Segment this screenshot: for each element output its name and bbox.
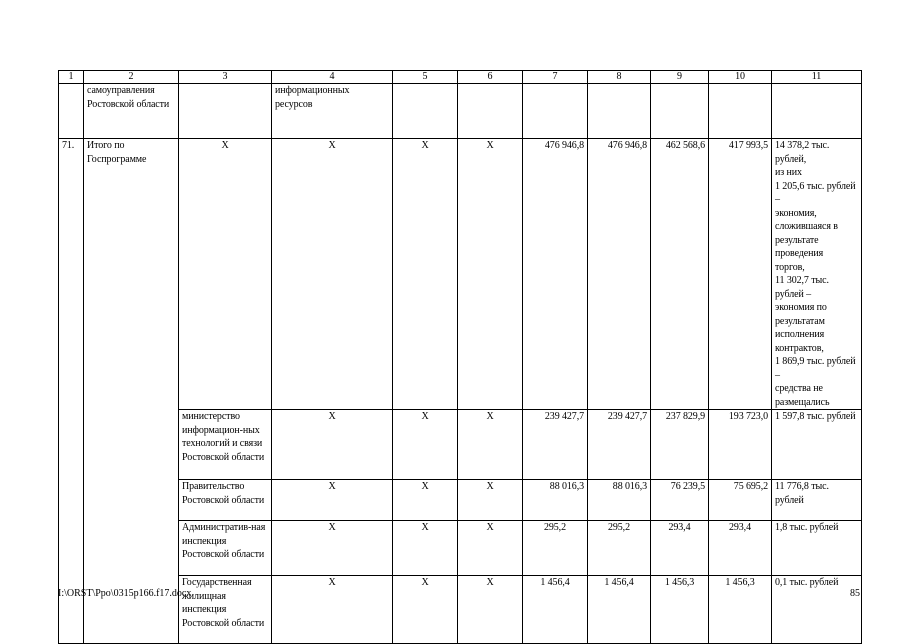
executor-cell: Административ-ная инспекция Ростовской области [179,521,272,576]
table-row [59,480,862,521]
cell-contracted: 76 239,5 [651,480,709,521]
total-name: Итого по Госпрограмме [84,139,179,644]
total-note-line: результатам [775,315,825,327]
column-number: 6 [458,71,523,84]
total-note-line: 14 378,2 тыс. рублей, [775,140,830,165]
cell-actual: 75 695,2 [709,480,772,521]
continued-executor-cell: самоуправления Ростовской области [84,84,179,139]
cell-budget: 239 427,7 [588,410,651,480]
column-number: 11 [772,71,862,84]
column-number-row [59,71,862,84]
cell-contracted: 293,4 [651,521,709,576]
cell-c5: Х [393,480,458,521]
total-note-line: средства не [775,383,823,394]
total-note-line: экономия по [775,302,827,313]
cell-actual: 293,4 [709,521,772,576]
cell-plan: 239 427,7 [523,410,588,480]
cell-budget: 88 016,3 [588,480,651,521]
total-note-line: проведения [775,248,824,259]
column-number: 8 [588,71,651,84]
cell-c4: Х [272,521,393,576]
cell-c5: Х [393,410,458,480]
total-note-line: торгов, [775,261,805,273]
column-number: 5 [393,71,458,84]
total-c3: Х [179,139,272,410]
cell-contracted: 237 829,9 [651,410,709,480]
total-c4: Х [272,139,393,410]
total-note-line: исполнения [775,329,825,340]
total-note-line: сложившаяся в [775,221,838,232]
total-note-line: контрактов, [775,342,824,354]
cell-c6: Х [458,410,523,480]
cell-contracted: 1 456,3 [651,576,709,644]
column-number: 7 [523,71,588,84]
cell-note: 11 776,8 тыс. рублей [772,480,862,521]
cell-plan: 88 016,3 [523,480,588,521]
cell-note: 1 597,8 тыс. рублей [772,410,862,480]
program-table [58,70,862,644]
file-path: I:\ORST\Ppo\0315p166.f17.docx [58,588,192,599]
column-number: 3 [179,71,272,84]
table-row [59,410,862,480]
column-number: 1 [59,71,84,84]
total-c5: Х [393,139,458,410]
total-note [772,139,862,410]
executor-cell: Государственная жилищная инспекция Ростовской области [179,576,272,644]
column-number: 9 [651,71,709,84]
total-note-line: 1 869,9 тыс. рублей – [775,356,856,381]
total-actual: 417 993,5 [709,139,772,410]
cell-plan: 295,2 [523,521,588,576]
total-plan: 476 946,8 [523,139,588,410]
column-number: 4 [272,71,393,84]
total-contracted: 462 568,6 [651,139,709,410]
cell-c4: Х [272,480,393,521]
column-number: 10 [709,71,772,84]
total-note-line: рублей – [775,288,812,300]
cell-note: 0,1 тыс. рублей [772,576,862,644]
continued-event-cell: информационных ресурсов [272,84,393,139]
cell-actual: 193 723,0 [709,410,772,480]
row-number: 71. [59,139,84,644]
cell-c6: Х [458,576,523,644]
total-note-line: 1 205,6 тыс. рублей – [775,180,856,205]
cell-note: 1,8 тыс. рублей [772,521,862,576]
page-number: 85 [850,588,860,599]
table-row [59,521,862,576]
cell-c5: Х [393,576,458,644]
cell-c4: Х [272,576,393,644]
column-number: 2 [84,71,179,84]
cell-c4: Х [272,410,393,480]
total-note-line: размещались [775,396,830,408]
total-row [59,139,862,410]
executor-cell: министерство информацион-ных технологий и связи Ростовской области [179,410,272,480]
total-note-line: 11 302,7 тыс. [775,275,829,286]
cell-budget: 295,2 [588,521,651,576]
cell-c6: Х [458,521,523,576]
total-note-line: экономия, [775,207,817,219]
cell-c5: Х [393,521,458,576]
cell-actual: 1 456,3 [709,576,772,644]
executor-cell: Правительство Ростовской области [179,480,272,521]
total-c6: Х [458,139,523,410]
cell-budget: 1 456,4 [588,576,651,644]
continuation-row [59,84,862,139]
total-note-line: результате [775,234,819,246]
cell-plan: 1 456,4 [523,576,588,644]
total-note-line: из них [775,167,802,178]
total-budget: 476 946,8 [588,139,651,410]
cell-c6: Х [458,480,523,521]
table-row [59,576,862,644]
